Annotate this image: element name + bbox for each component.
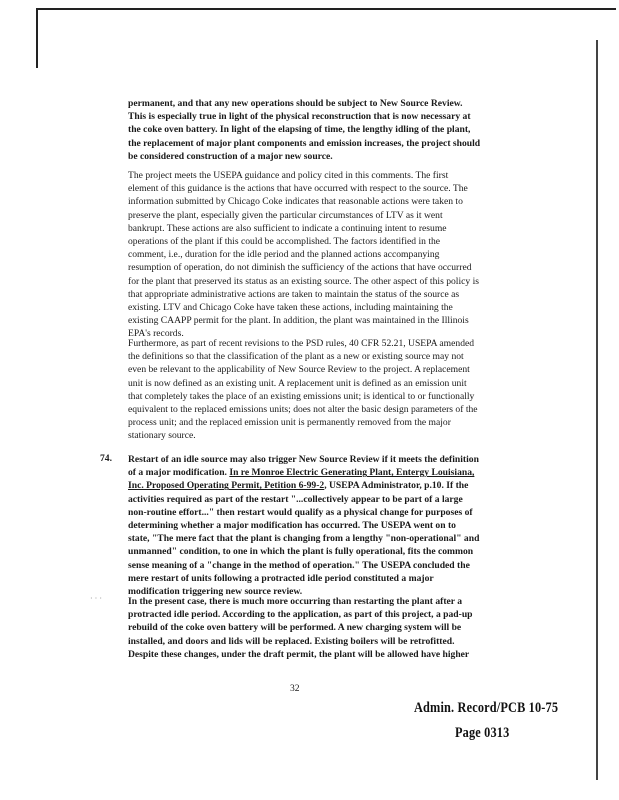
- text-line: Furthermore, as part of recent revisions to the PSD rules, 40 CFR 52.21, USEPA amended: [128, 338, 475, 349]
- text-line: rebuild of the coke oven battery will be performed. A new charging system will be: [128, 622, 462, 634]
- text-line: for the plant that preserved its status as an existing source. The other aspect of this policy is: [128, 275, 479, 287]
- text-line: [128, 479, 512, 492]
- record-page-stamp: Page 0313: [455, 725, 510, 741]
- text-line: the coke oven battery. In light of the elapsing of time, the lengthy idling of the plant,: [128, 124, 471, 136]
- text-line: The project meets the USEPA guidance and policy cited in this comments. The first: [128, 170, 449, 181]
- text-line: even be relevant to the applicability of New Source Review to the project. A replacement: [128, 364, 470, 376]
- text-line: determining whether a major modification has occurred. The USEPA went on to: [128, 520, 456, 532]
- text-line: that appropriate administrative actions are taken to maintain the status of the source as: [128, 288, 460, 300]
- text-line: be considered construction of a major new source.: [128, 150, 333, 162]
- comment-74-paragraph: [128, 453, 512, 598]
- response-paragraph-guidance: [128, 169, 512, 341]
- stray-scan-mark: · · ·: [90, 594, 102, 603]
- text-line: equivalent to the replaced emissions units; does not alter the basic design parameters of the: [128, 404, 478, 416]
- text-fragment: of a major modification.: [128, 467, 230, 479]
- text-line: unit is now defined as an existing unit. A replacement unit is defined as an emission unit: [128, 377, 467, 389]
- text-line: the replacement of major plant components and emission increases, the project should: [128, 137, 481, 149]
- text-line: modification triggering new source review.: [128, 586, 303, 598]
- text-fragment: , USEPA Administrator, p.10. If the: [324, 480, 469, 492]
- text-line: sense meaning of a "change in the method of operation." The USEPA concluded the: [128, 559, 470, 571]
- text-line: In the present case, there is much more occurring than restarting the plant after a: [128, 596, 463, 607]
- text-line: information submitted by Chicago Coke indicates that reasonable actions were taken to: [128, 196, 463, 208]
- text-line: that completely takes the place of an existing emissions unit; is identical to or functionally: [128, 390, 475, 402]
- text-line: comment, i.e., duration for the idle period and the planned actions accompanying: [128, 249, 440, 261]
- text-line: This is especially true in light of the physical reconstruction that is now necessary at: [128, 111, 471, 123]
- case-citation: In re Monroe Electric Generating Plant, Entergy Louisiana,: [229, 467, 475, 479]
- text-line: operations of the plant if this could be accomplished. The factors identified in the: [128, 236, 441, 248]
- text-line: unmanned" condition, to one in which the plant is fully operational, fits the common: [128, 546, 474, 558]
- text-line: the definitions so that the classification of the plant as a new or existing source may not: [128, 351, 464, 363]
- text-line: preserve the plant, especially given the particular circumstances of LTV as it went: [128, 209, 443, 221]
- comment-number: 74.: [100, 453, 112, 464]
- scan-edge-top: [36, 8, 616, 10]
- scan-edge-right: [596, 40, 598, 780]
- text-line: activities required as part of the restart "...collectively appear to be part of a large: [128, 493, 463, 505]
- text-line: existing. LTV and Chicago Coke have taken these actions, including maintaining the: [128, 302, 453, 314]
- text-line: mere restart of units following a protracted idle period constituted a major: [128, 572, 434, 584]
- intro-paragraph: [128, 97, 512, 163]
- text-line: EPA's records.: [128, 328, 184, 340]
- case-citation: Inc. Proposed Operating Permit, Petition 6-99-2: [128, 480, 325, 492]
- text-line: process unit; and the replaced emission unit is permanently removed from the major: [128, 417, 451, 429]
- text-line: element of this guidance is the actions that have occurred with respect to the source. The: [128, 183, 468, 195]
- admin-record-stamp: Admin. Record/PCB 10-75: [414, 700, 559, 716]
- scan-edge-left: [36, 8, 38, 68]
- text-line: existing CAAPP permit for the plant. In addition, the plant was maintained in the Illinois: [128, 315, 469, 327]
- text-line: installed, and doors and lids will be replaced. Existing boilers will be retrofitted.: [128, 635, 455, 647]
- text-line: [128, 466, 512, 479]
- text-line: permanent, and that any new operations should be subject to New Source Review.: [128, 98, 463, 109]
- text-line: non-routine effort..." then restart would qualify as a physical change for purposes of: [128, 506, 473, 518]
- text-line: bankrupt. These actions are also sufficient to indicate a continuing intent to resume: [128, 222, 447, 234]
- text-line: stationary source.: [128, 430, 196, 442]
- present-case-paragraph: [128, 595, 512, 661]
- text-line: Despite these changes, under the draft permit, the plant will be allowed have higher: [128, 648, 470, 660]
- text-line: protracted idle period. According to the application, as part of this project, a pad-up: [128, 609, 473, 621]
- response-paragraph-psd: [128, 337, 512, 443]
- text-line: Restart of an idle source may also trigger New Source Review if it meets the definition: [128, 454, 479, 465]
- page-number: 32: [290, 683, 300, 694]
- text-line: state, "The mere fact that the plant is changing from a lengthy "non-operational" and: [128, 533, 480, 545]
- text-line: resumption of operation, do not diminish the sufficiency of the actions that have occurred: [128, 262, 472, 274]
